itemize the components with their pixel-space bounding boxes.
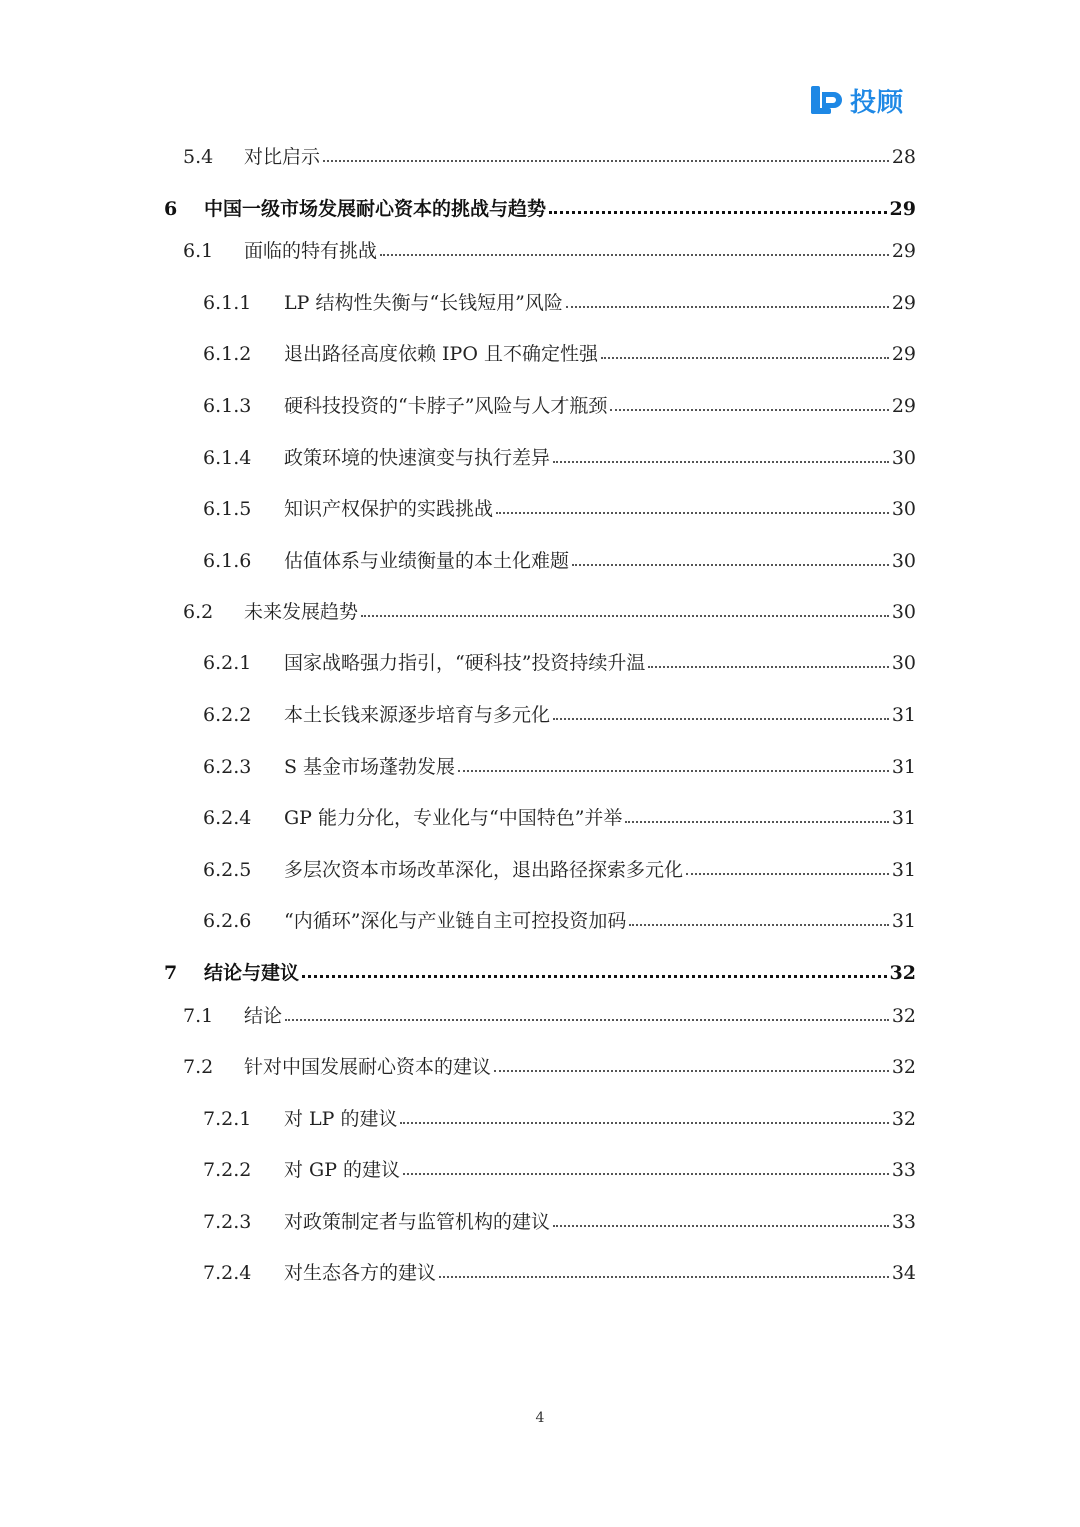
toc-entry-page: 29 bbox=[889, 198, 916, 220]
toc-entry[interactable] bbox=[203, 1150, 916, 1180]
toc-entry-number: 6.1.4 bbox=[203, 447, 252, 469]
toc-entry[interactable] bbox=[203, 850, 916, 880]
toc-entry-page: 31 bbox=[891, 704, 916, 726]
toc-entry-page: 29 bbox=[891, 240, 916, 262]
toc-entry-number: 6.2.1 bbox=[203, 652, 252, 674]
toc-entry-number: 7.2.1 bbox=[203, 1108, 252, 1130]
logo-text: 投顾 bbox=[850, 87, 905, 118]
toc-entry-page: 30 bbox=[891, 652, 916, 674]
toc-entry-number: 6.2.3 bbox=[203, 756, 252, 778]
toc-entry-page: 30 bbox=[891, 498, 916, 520]
toc-entry[interactable] bbox=[164, 189, 916, 219]
toc-entry-number: 7.2.3 bbox=[203, 1211, 252, 1233]
toc-dot-leader bbox=[400, 1121, 888, 1124]
toc-entry[interactable] bbox=[164, 953, 916, 983]
toc-entry-number: 7 bbox=[164, 962, 178, 984]
toc-entry-title: “内循环”深化与产业链自主可控投资加码 bbox=[284, 910, 627, 932]
toc-dot-leader bbox=[601, 356, 889, 359]
toc-entry[interactable] bbox=[203, 489, 916, 519]
toc-entry-page: 32 bbox=[891, 1005, 916, 1027]
toc-entry-title: 估值体系与业绩衡量的本土化难题 bbox=[284, 550, 570, 572]
toc-dot-leader bbox=[553, 717, 889, 720]
toc-dot-leader bbox=[625, 820, 888, 823]
toc-entry-page: 29 bbox=[891, 395, 916, 417]
header-logo bbox=[808, 80, 904, 120]
toc-dot-leader bbox=[380, 253, 889, 256]
toc-entry-page: 31 bbox=[891, 859, 916, 881]
toc-entry[interactable] bbox=[203, 438, 916, 468]
toc-entry-page: 30 bbox=[891, 447, 916, 469]
toc-entry-title: LP 结构性失衡与“长钱短用”风险 bbox=[284, 292, 563, 314]
toc-dot-leader bbox=[458, 769, 889, 772]
toc-entry-page: 34 bbox=[891, 1262, 916, 1284]
toc-dot-leader bbox=[323, 159, 889, 162]
toc-entry-title: 中国一级市场发展耐心资本的挑战与趋势 bbox=[204, 198, 547, 220]
toc-entry-title: 知识产权保护的实践挑战 bbox=[284, 498, 494, 520]
toc-dot-leader bbox=[686, 872, 889, 875]
toc-entry-number: 6.2.5 bbox=[203, 859, 252, 881]
toc-dot-leader bbox=[496, 511, 889, 514]
toc-entry-number: 6.2.2 bbox=[203, 704, 252, 726]
toc-entry-number: 7.2.2 bbox=[203, 1159, 252, 1181]
toc-entry[interactable] bbox=[203, 386, 916, 416]
toc-dot-leader bbox=[566, 305, 889, 308]
toc-entry-page: 32 bbox=[889, 962, 916, 984]
toc-dot-leader bbox=[302, 974, 887, 978]
toc-entry-page: 31 bbox=[891, 910, 916, 932]
toc-entry-number: 6.1.3 bbox=[203, 395, 252, 417]
toc-entry-number: 7.1 bbox=[183, 1005, 214, 1027]
toc-entry-title: 硬科技投资的“卡脖子”风险与人才瓶颈 bbox=[284, 395, 608, 417]
toc-entry-page: 29 bbox=[891, 292, 916, 314]
toc-entry-number: 6.2 bbox=[183, 601, 214, 623]
toc-entry[interactable] bbox=[203, 1202, 916, 1232]
toc-entry[interactable] bbox=[203, 643, 916, 673]
toc-entry-title: 未来发展趋势 bbox=[244, 601, 359, 623]
toc-entry[interactable] bbox=[203, 798, 916, 828]
toc-entry-page: 31 bbox=[891, 756, 916, 778]
toc-entry-title: 本土长钱来源逐步培育与多元化 bbox=[284, 704, 551, 726]
toc-entry[interactable] bbox=[203, 1253, 916, 1283]
toc-entry-number: 7.2 bbox=[183, 1056, 214, 1078]
toc-entry[interactable] bbox=[183, 137, 916, 167]
toc-entry-title: 针对中国发展耐心资本的建议 bbox=[244, 1056, 492, 1078]
toc-entry-number: 7.2.4 bbox=[203, 1262, 252, 1284]
toc-entry-number: 6.2.6 bbox=[203, 910, 252, 932]
toc-entry[interactable] bbox=[203, 283, 916, 313]
toc-entry-title: 面临的特有挑战 bbox=[244, 240, 378, 262]
toc-entry-page: 33 bbox=[891, 1211, 916, 1233]
lp-logo-icon bbox=[808, 80, 848, 120]
toc-entry-number: 6.1.2 bbox=[203, 343, 252, 365]
toc-entry-title: 多层次资本市场改革深化，退出路径探索多元化 bbox=[284, 859, 684, 881]
toc-entry-page: 29 bbox=[891, 343, 916, 365]
toc-entry-title: 对 GP 的建议 bbox=[284, 1159, 401, 1181]
toc-entry-number: 6.2.4 bbox=[203, 807, 252, 829]
toc-entry-title: 对 LP 的建议 bbox=[284, 1108, 398, 1130]
toc-entry-number: 6 bbox=[164, 198, 178, 220]
toc-dot-leader bbox=[553, 1224, 889, 1227]
toc-entry-number: 6.1.6 bbox=[203, 550, 252, 572]
toc-dot-leader bbox=[494, 1069, 889, 1072]
toc-entry[interactable] bbox=[203, 1099, 916, 1129]
toc-entry-title: 政策环境的快速演变与执行差异 bbox=[284, 447, 551, 469]
toc-entry-page: 30 bbox=[891, 601, 916, 623]
toc-entry-page: 31 bbox=[891, 807, 916, 829]
toc-entry-title: S 基金市场蓬勃发展 bbox=[284, 756, 456, 778]
toc-entry[interactable] bbox=[203, 695, 916, 725]
toc-dot-leader bbox=[610, 408, 888, 411]
toc-entry-page: 30 bbox=[891, 550, 916, 572]
toc-entry[interactable] bbox=[203, 541, 916, 571]
toc-entry[interactable] bbox=[183, 231, 916, 261]
toc-entry[interactable] bbox=[203, 901, 916, 931]
toc-entry-page: 28 bbox=[891, 146, 916, 168]
toc-dot-leader bbox=[403, 1172, 889, 1175]
toc-entry-title: 对政策制定者与监管机构的建议 bbox=[284, 1211, 551, 1233]
page-number: 4 bbox=[535, 1410, 545, 1426]
toc-entry-title: 对比启示 bbox=[244, 146, 321, 168]
toc-dot-leader bbox=[572, 563, 889, 566]
toc-dot-leader bbox=[285, 1018, 889, 1021]
toc-dot-leader bbox=[549, 210, 887, 214]
toc-dot-leader bbox=[439, 1275, 889, 1278]
toc-entry-number: 6.1.5 bbox=[203, 498, 252, 520]
toc-dot-leader bbox=[361, 614, 889, 617]
toc-entry[interactable] bbox=[203, 334, 916, 364]
toc-entry[interactable] bbox=[183, 592, 916, 622]
toc-entry-title: 国家战略强力指引，“硬科技”投资持续升温 bbox=[284, 652, 646, 674]
toc-entry[interactable] bbox=[183, 1047, 916, 1077]
toc-entry-title: 对生态各方的建议 bbox=[284, 1262, 437, 1284]
toc-entry-number: 5.4 bbox=[183, 146, 214, 168]
toc-entry-page: 32 bbox=[891, 1056, 916, 1078]
toc-dot-leader bbox=[629, 923, 888, 926]
toc-entry-number: 6.1 bbox=[183, 240, 214, 262]
toc-dot-leader bbox=[648, 665, 888, 668]
toc-entry-title: GP 能力分化，专业化与“中国特色”并举 bbox=[284, 807, 623, 829]
toc-entry-number: 6.1.1 bbox=[203, 292, 252, 314]
toc-entry-page: 33 bbox=[891, 1159, 916, 1181]
toc-dot-leader bbox=[553, 460, 889, 463]
toc-entry-page: 32 bbox=[891, 1108, 916, 1130]
toc-entry-title: 退出路径高度依赖 IPO 且不确定性强 bbox=[284, 343, 598, 365]
toc-entry[interactable] bbox=[183, 996, 916, 1026]
toc-entry-title: 结论与建议 bbox=[204, 962, 300, 984]
toc-entry[interactable] bbox=[203, 747, 916, 777]
toc-entry-title: 结论 bbox=[244, 1005, 283, 1027]
